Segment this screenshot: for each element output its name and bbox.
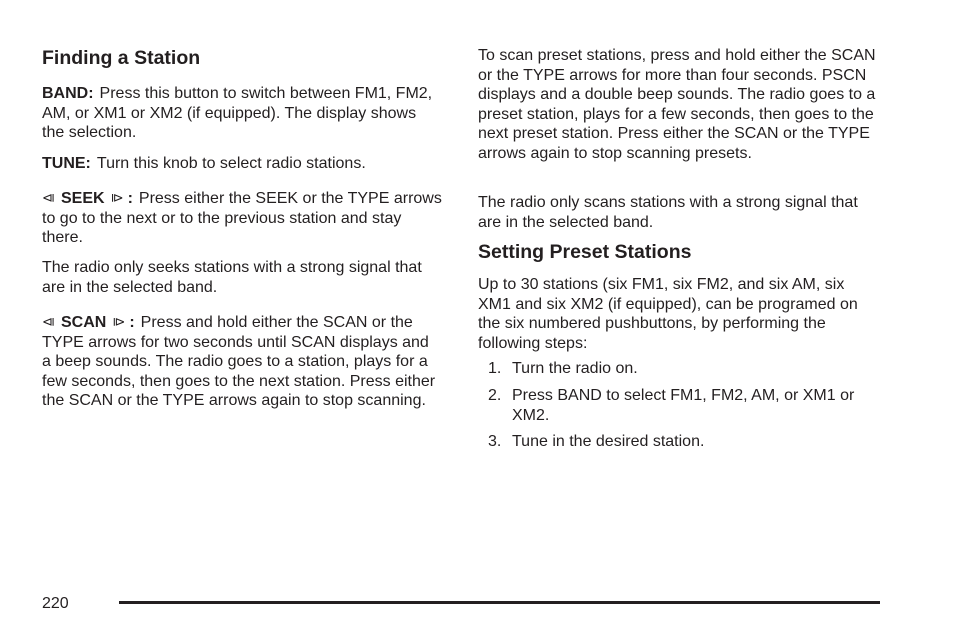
page-number: 220 (42, 595, 69, 612)
scan-colon: : (129, 314, 135, 331)
scan-note-paragraph: The radio only scans stations with a strong signal that are in the selected band. (478, 194, 858, 231)
seek-back-icon: ⧏ (42, 190, 55, 205)
list-item (478, 386, 878, 425)
step-text: Turn the radio on. (512, 360, 638, 377)
seek-paragraph (42, 188, 442, 248)
band-text: Press this button to switch between FM1, FM2, AM, or XM1 or XM2 (if equipped). The display shows the selection. (42, 85, 433, 141)
step-number: 1. (488, 360, 502, 377)
seek-back-icon: ⧏ (42, 314, 55, 329)
step-number: 3. (488, 433, 502, 450)
tune-paragraph (42, 154, 442, 174)
list-item (478, 359, 878, 379)
section-heading-setting-preset-stations: Setting Preset Stations (478, 241, 692, 263)
scan-label: SCAN (61, 314, 107, 331)
tune-text: Turn this knob to select radio stations. (96, 155, 366, 172)
scan-paragraph (42, 312, 442, 411)
footer-divider (119, 601, 880, 604)
seek-label: SEEK (61, 190, 105, 207)
step-number: 2. (488, 387, 502, 404)
seek-colon: : (127, 190, 133, 207)
step-text: Press BAND to select FM1, FM2, AM, or XM1 or XM2. (512, 387, 855, 424)
list-item (478, 432, 878, 452)
preset-scan-paragraph: To scan preset stations, press and hold either the SCAN or the TYPE arrows for more than four seconds. PSCN displays and a double beep sounds. The radio goes to a preset station, plays for a few seconds, then goes to the next preset station. Press either the SCAN or the TYPE arrows again to stop scanning presets. (478, 47, 876, 162)
scan-text: Press and hold either the SCAN or the TYPE arrows for two seconds until SCAN displays and a beep sounds. The radio goes to a station, plays for a few seconds, then goes to the next station. Press either the SCAN or the TYPE arrows again to stop scanning. (42, 314, 436, 409)
seek-note-paragraph: The radio only seeks stations with a strong signal that are in the selected band. (42, 259, 422, 296)
tune-label: TUNE: (42, 155, 91, 172)
seek-forward-icon: ⧐ (112, 314, 126, 329)
band-label: BAND: (42, 85, 94, 102)
seek-forward-icon: ⧐ (110, 190, 124, 205)
seek-text: Press either the SEEK or the TYPE arrows to go to the next or to the previous station and stay there. (42, 190, 442, 246)
band-paragraph (42, 84, 442, 143)
preset-intro-paragraph: Up to 30 stations (six FM1, six FM2, and six AM, six XM1 and six XM2 (if equipped), can be programed on the six numbered pushbuttons, by performing the following steps: (478, 276, 858, 352)
step-text: Tune in the desired station. (512, 433, 705, 450)
section-heading-finding-a-station: Finding a Station (42, 47, 201, 69)
